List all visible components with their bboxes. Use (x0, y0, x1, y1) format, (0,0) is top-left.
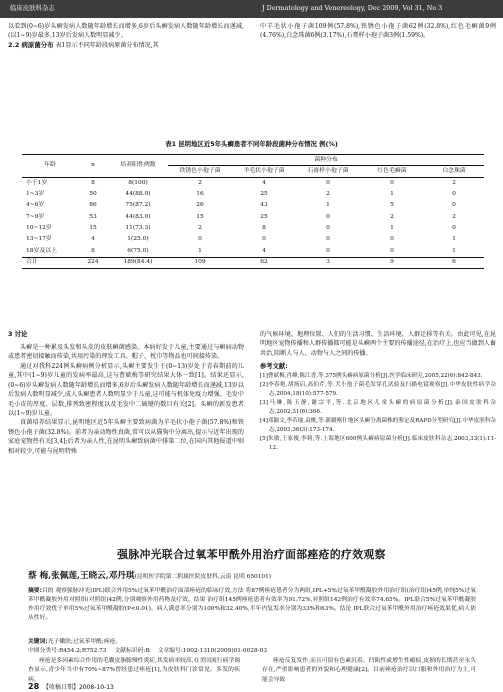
classification-item: 文章编号:1002-1310(2009)01-0028-03 (157, 648, 268, 654)
reference-item: [4]邓颖文,李若瑜,袁桃,等.新疆喀什地区头癣分离菌株的鉴定及RAPD分型研究[J].中华皮肤科杂志,2003,36(3):173-174. (260, 418, 496, 434)
table-cell: 1(25.0) (127, 236, 149, 243)
table-row (22, 246, 484, 257)
species-header: 白念珠菌 (424, 166, 484, 177)
conclusion-text: 的气候环境、地理位置、人们的生活习惯、生活环境、人群迁移等有关。由此可见,在昆明地区宠物传播和人群传播都可能是头癣两个主要的传播途径,在治疗上,也应当做到人畜共治,阻断人与人、动物与人之间的传播。 (260, 331, 496, 357)
table-row (22, 223, 484, 234)
classification-item: 文献标识码:B (114, 648, 150, 654)
discussion-p1: 头癣是一种累及头发和头皮的皮肤癣菌感染。本病好发于儿童,主要通过与癣病动物或患者密切接触而传染,共用污染的理发工具、帽子、枕巾等物品也可间接传染。 (8, 343, 244, 361)
table-cell: 7~9岁 (26, 213, 45, 220)
table-cell: 0 (198, 236, 202, 243)
reference-item: [1]曹斌梅,肖峰,陈江香,等.375例头癣病原菌分析[J].医学临床研究,2005,22(6):842-843. (260, 373, 483, 380)
authors: 蔡 梅,张佩莲,王晓云,邓丹琪 (28, 571, 135, 581)
table-cell: 0 (326, 247, 330, 254)
intro-left-column (8, 22, 244, 51)
table-total-cell: 3 (296, 257, 360, 268)
discussion-column (8, 330, 244, 456)
table-cell: 0 (326, 224, 330, 231)
table-cell: 4 (262, 179, 266, 186)
table-cell: 53 (89, 213, 97, 220)
species-header: 红色毛癣菌 (360, 166, 424, 177)
table-cell: 小于1岁 (26, 179, 48, 186)
table-cell: 6(75.0) (127, 247, 149, 254)
table-cell: 0 (326, 179, 330, 186)
table-cell: 18岁及以上 (26, 247, 58, 254)
table-cell: 2 (198, 179, 202, 186)
col-n-header: n (78, 155, 108, 178)
intro-left-after: 表1显示不同年龄段病原菌分布情况,其 (55, 41, 159, 49)
journal-name: 临床皮肤科杂志 (10, 4, 55, 12)
intro-left-text: 以看到(0~6)岁头癣发病人数随年龄增长而增多,6岁后头癣发病人数随年龄增长而递减,(以1~9)岁最多,13岁后发病人数明显减少。 (8, 23, 244, 40)
table-cell: 75(87.2) (125, 202, 151, 209)
table-row (22, 189, 484, 200)
table-cell: 8 (91, 179, 95, 186)
abstract (28, 587, 476, 624)
table-row (22, 200, 484, 211)
article-body-left: 痤疮是多因素综合作用的毛囊皮脂腺慢性炎症,其发病率较高,在美国流行病学调查显示,青少年当中有70%~87%曾经患过痤疮[1],为皮肤科门诊常见、多发的疾病。 (28, 658, 240, 683)
abstract-label: 摘要: (28, 588, 42, 594)
table-total-cell: 224 (78, 257, 108, 268)
table-cell: 1 (390, 224, 394, 231)
table-cell: 8 (262, 224, 266, 231)
table-cell: 0 (452, 202, 456, 209)
article-body-right: 痤疮反复发作,而且可留有色素沉着、凹陷性或增生性瘢痕,皮损的长期甚至永久存在,严重影响患者的外貌和心理健康[2]。目前痤疮治疗以口服和外用治疗为主,可能会导致 (262, 658, 476, 683)
table-total-cell: 合计 (22, 257, 78, 268)
reference-item: [3]马琳,陈玉静,谢宗平,等.北京地区儿童头癣的病原菌分析[J].泰国皮肤科杂志,2002,31(6):366. (260, 400, 496, 416)
table-cell: 4 (262, 247, 266, 254)
table-row (22, 234, 484, 245)
table-cell: 0 (452, 224, 456, 231)
table-caption: 表1 昆明地区近5年头癣患者不同年龄段菌种分布情况 例(%) (165, 140, 338, 148)
reference-item: [5]朱敏,王家俊,李莉,等.上海地区600例头癣病原菌分析[J].临床皮肤科杂志,2003,33(1):11-12. (260, 436, 496, 452)
table-cell: 11(73.3) (125, 224, 151, 231)
keywords-text: 光子嫩肤;过氧苯甲酰;痤疮。 (47, 639, 122, 645)
table-total-cell: 62 (232, 257, 296, 268)
table-total-cell: 109 (168, 257, 232, 268)
discussion-heading: 3 讨论 (8, 330, 28, 338)
references-heading: 参考文献: (260, 363, 288, 371)
table-cell: 1 (390, 190, 394, 197)
table-cell: 1 (326, 202, 330, 209)
table-cell: 0 (390, 179, 394, 186)
table-cell: 1 (452, 247, 456, 254)
reference-list (260, 372, 496, 453)
table-cell: 10~12岁 (26, 224, 52, 231)
keywords-label: 关键词: (28, 639, 48, 645)
table-cell: 26 (196, 202, 204, 209)
journal-citation: J Dermatology and Venereology, Dec 2009, Vol 31, No 3 (262, 4, 443, 12)
table-cell: 86 (89, 202, 97, 209)
table-total-cell: 189(84.4) (108, 257, 168, 268)
table-total-cell: 6 (424, 257, 484, 268)
table-cell: 5 (390, 202, 394, 209)
page-footer (28, 681, 114, 692)
table-cell: 44(88.0) (125, 190, 151, 197)
table-cell: 0 (326, 236, 330, 243)
table-total-cell: 9 (360, 257, 424, 268)
intro-right-column (260, 22, 496, 41)
discussion-p2: 通过对我科224例头癣病例分析显示,头癣主要发生于(0~13)岁处于青春期前的儿童,其中(1~9)岁儿童的发病率最高,这与曹斌梅等研究结果大体一致[1]。结果还显示,(0~6)岁头癣发病人数随年龄增长而增多,6岁后头癣发病人数随年龄增长而递减,13岁以后发病人数明显减少,成人头癣患者人数明显少于儿童,这可能与机体免疫力增强、毛发中毛小皮的厚度、层数,排列致密程度以及毛发中二硫键的数目有关[2]。头癣的新发患者以(1~9)岁儿童。 (8, 362, 244, 417)
keywords (28, 638, 476, 647)
received-date: 【收稿日期】2008-10-13 (42, 684, 114, 691)
species-header: 石膏样小孢子菌 (296, 166, 360, 177)
table-cell: 15 (89, 224, 97, 231)
classification-line (28, 647, 476, 656)
species-distribution-table (22, 154, 484, 269)
table-cell: 8 (91, 247, 95, 254)
species-header: 羊毛状小孢子菌 (232, 166, 296, 177)
table-row (22, 211, 484, 222)
table-total-row (22, 257, 484, 268)
discussion-p3: 真菌培养结果显示,昆明地区近5年头癣主要致病菌为羊毛状小孢子菌(57.8%)和铁锈色小孢子菌(32.8%)。前者为亲动物性真菌,常可以从猫狗中分离出,提示与近年出现的家庭宠物热有关[3,4];后者为亲人性,在昆明头癣致病菌中排第二位,在国内其他报道中则相对较少,可能与昆明特殊 (8, 419, 244, 455)
reference-item: [2]李春艳,胡扬启,高伯芹,等.犬小孢子菌毛发穿孔试验及扫描电镜观察[J].中华皮肤性病学杂志,2004,18(10):577-579. (260, 382, 496, 398)
table-cell: 2 (198, 224, 202, 231)
table-cell: 1~3岁 (26, 190, 45, 197)
table-cell: 0 (262, 236, 266, 243)
table-cell: 0 (452, 190, 456, 197)
table-cell: 0 (390, 236, 394, 243)
table-cell: 13~17岁 (26, 236, 52, 243)
table-cell: 15 (196, 213, 204, 220)
affiliation: (昆明医学院第二附属医院皮肤科,云南 昆明 650101) (134, 574, 272, 580)
table-cell: 4~6岁 (26, 202, 45, 209)
table-cell: 8(100) (128, 179, 148, 186)
author-line (28, 570, 271, 583)
table-cell: 0 (326, 213, 330, 220)
table-cell: 4 (91, 236, 95, 243)
conclusion-column (260, 330, 496, 453)
table-cell: 1 (198, 247, 202, 254)
table-cell: 1 (452, 236, 456, 243)
table-cell: 25 (260, 213, 268, 220)
running-header (0, 0, 503, 18)
classification-item: 中图分类号:R454.2;R752.73 (28, 648, 107, 654)
table-cell: 43 (260, 202, 268, 209)
species-header: 铁锈色小孢子菌 (168, 166, 232, 177)
section-2-2-heading: 2.2 病原菌分布 (8, 40, 54, 49)
table-cell: 2 (390, 213, 394, 220)
article-title: 强脉冲光联合过氧苯甲酰外用治疗面部痤疮的疗效观察 (117, 548, 386, 561)
species-group-header: 菌种分布 (168, 155, 484, 166)
table-cell: 44(83.0) (125, 213, 151, 220)
intro-right-text: 中羊毛状小孢子菌109例(57.8%),铁锈色小孢子菌62例(32.8%),红色毛癣菌9例(4.76%),白念珠菌6例(3.17%),石膏样小孢子菌3例(1.59%)。 (260, 23, 496, 40)
page-number: 28 (28, 682, 40, 691)
table-cell: 2 (452, 179, 456, 186)
table-cell: 2 (452, 213, 456, 220)
col-age-header: 年龄 (22, 155, 78, 178)
table-cell: 50 (89, 190, 97, 197)
table-cell: 2 (326, 190, 330, 197)
col-positive-header: 培养阳性例数 (108, 155, 168, 178)
table-cell: 0 (390, 247, 394, 254)
table-row (22, 177, 484, 188)
abstract-text: 目的 观察强脉冲光(IPL)联合外用5%过氧苯甲酰治疗面部痤疮的临床疗效,方法 将87例痤疮患者分为两组,IPL+5%过氧苯甲酰凝胶外用治疗组(治疗组)45例,单纯5%过氧苯甲酰凝胶外用对照组(对照组)42例,分别观察外用药物及疗效。结果 治疗组145例痤疮患者有效率为91.72%,对照组142例治疗有效率74.65%。IPL联合5%过氧苯甲酰凝胶外用疗效优于单用5%过氧苯甲酰凝胶(P<0.01)。病人满意率分别为100%和32.40%,半年内复发率分别为33%和63%。结论 IPL联合过氧苯甲酰外用治疗痤疮效果优,病人依从性好。 (28, 588, 476, 622)
table-cell: 25 (260, 190, 268, 197)
table-cell: 16 (196, 190, 204, 197)
